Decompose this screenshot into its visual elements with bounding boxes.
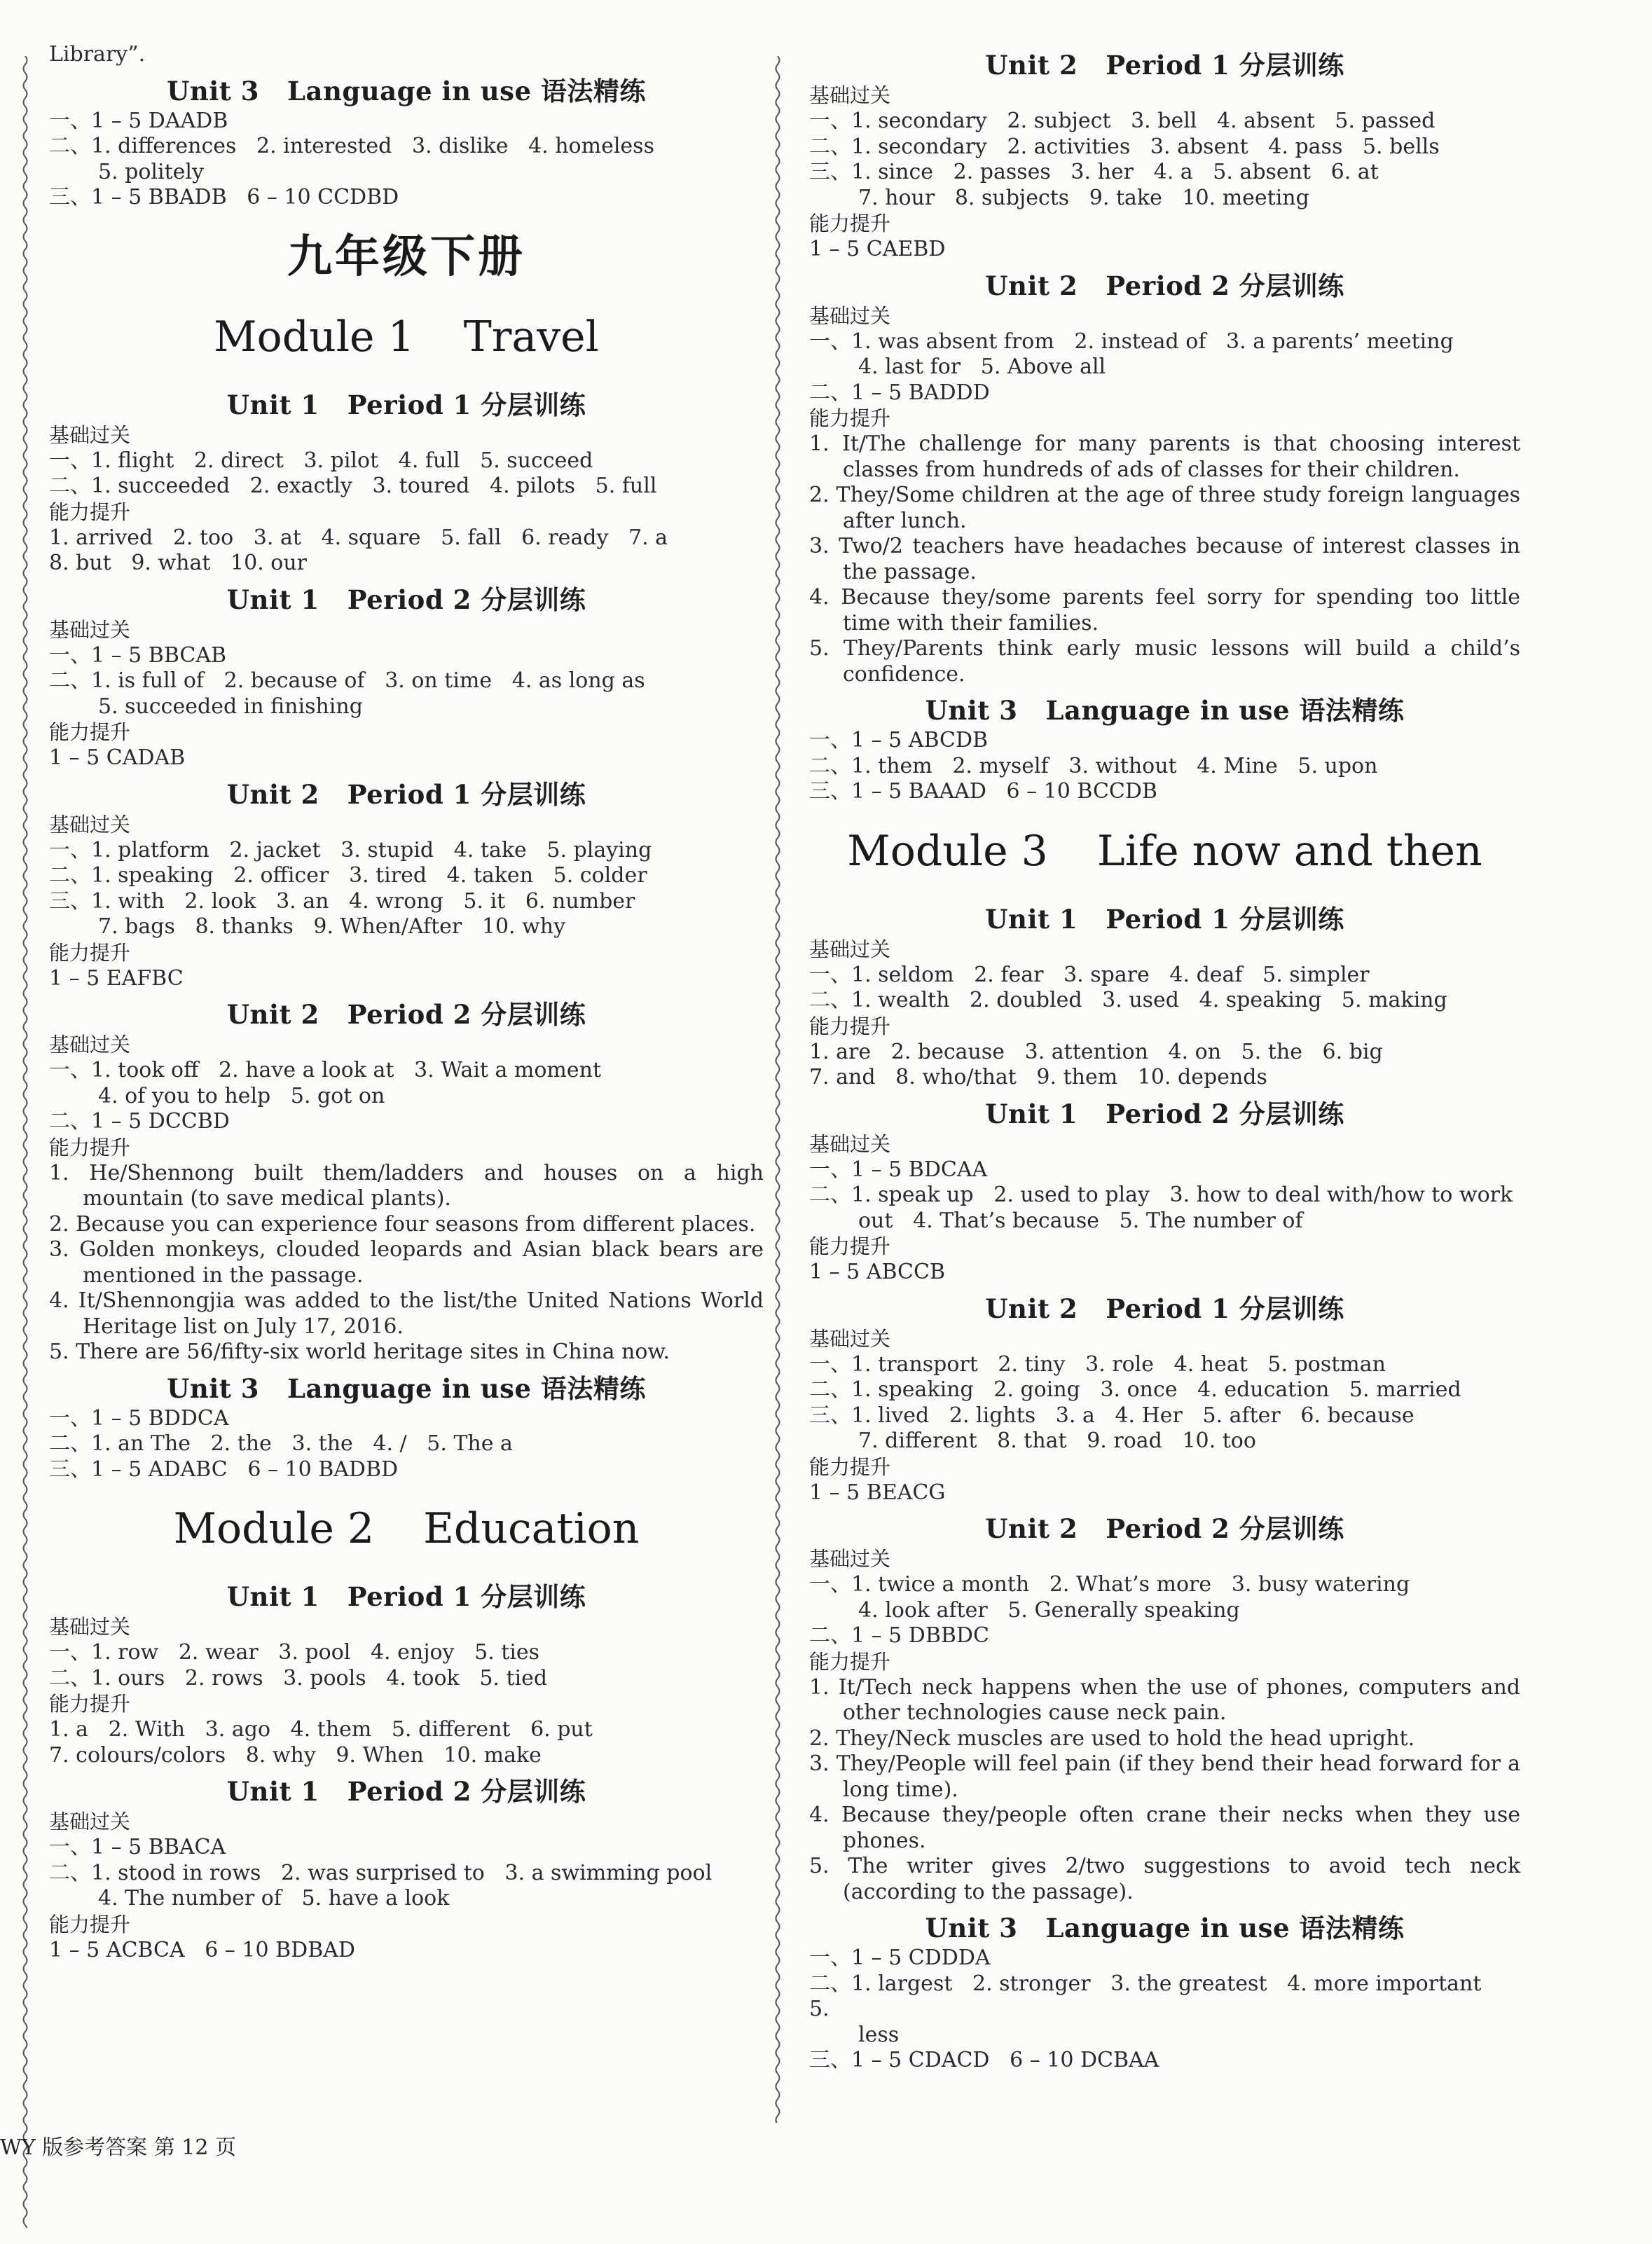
answer-line: 4. of you to help 5. got on bbox=[98, 1083, 385, 1108]
answer-line: 5. politely bbox=[98, 159, 204, 184]
section-label: 能力提升 bbox=[809, 1454, 891, 1479]
left-margin-wavy-line bbox=[21, 56, 29, 2228]
section-label: 基础过关 bbox=[809, 937, 891, 961]
section-label: 基础过关 bbox=[49, 422, 131, 447]
answer-paragraph: 4. It/Shennongjia was added to the list/the United Nations World Heritage list on July 17, 2016. bbox=[49, 1288, 764, 1339]
answer-line: 一、1 – 5 ABCDB bbox=[809, 728, 989, 752]
unit-heading-unit: Unit 3 bbox=[925, 695, 1018, 726]
answer-line: 1 – 5 ACBCA 6 – 10 BDBAD bbox=[49, 1937, 355, 1962]
answer-line: 1 – 5 EAFBC bbox=[49, 965, 184, 991]
section-label: 基础过关 bbox=[49, 1033, 131, 1056]
unit-heading-period: Language in use 语法精练 bbox=[287, 1372, 646, 1404]
answer-paragraph: 4. Because they/people often crane their necks when they use phones. bbox=[809, 1803, 1520, 1853]
unit-heading-unit: Unit 1 bbox=[226, 1776, 319, 1807]
unit-heading-period: Period 1 分层训练 bbox=[347, 778, 586, 810]
unit-heading-period: Period 1 分层训练 bbox=[1106, 1293, 1344, 1324]
unit-heading bbox=[809, 1293, 1520, 1325]
unit-heading-unit: Unit 2 bbox=[985, 1293, 1078, 1324]
answer-line: 一、1. took off 2. have a look at 3. Wait a moment bbox=[49, 1058, 602, 1082]
section-label: 能力提升 bbox=[809, 406, 891, 430]
answer-line: 二、1. wealth 2. doubled 3. used 4. speaking 5. making bbox=[809, 988, 1447, 1012]
answer-line: 三、1. since 2. passes 3. her 4. a 5. absent 6. at bbox=[809, 160, 1379, 184]
answer-line: 一、1. transport 2. tiny 3. role 4. heat 5. postman bbox=[809, 1351, 1386, 1377]
answer-line: 7. and 8. who/that 9. them 10. depends bbox=[809, 1065, 1267, 1089]
answer-line: 7. bags 8. thanks 9. When/After 10. why bbox=[98, 914, 566, 939]
unit-heading-period: Language in use 语法精练 bbox=[1045, 695, 1405, 726]
grade-heading: 九年级下册 bbox=[287, 230, 525, 283]
answer-paragraph: 5. The writer gives 2/two suggestions to avoid tech neck (according to the passage). bbox=[809, 1854, 1520, 1904]
answer-line: 4. last for 5. Above all bbox=[858, 355, 1106, 379]
answer-paragraph: 3. Two/2 teachers have headaches because of interest classes in the passage. bbox=[809, 534, 1520, 584]
answer-line: 三、1. with 2. look 3. an 4. wrong 5. it 6. number bbox=[49, 888, 635, 914]
answer-paragraph: 3. Golden monkeys, clouded leopards and Asian black bears are mentioned in the passage. bbox=[49, 1237, 764, 1288]
module-heading bbox=[809, 825, 1520, 878]
answer-line: 二、1. ours 2. rows 3. pools 4. took 5. tied bbox=[49, 1665, 548, 1691]
answer-line: 二、1. speak up 2. used to play 3. how to deal with/how to work bbox=[809, 1183, 1513, 1207]
answer-line: 二、1. succeeded 2. exactly 3. toured 4. pilots 5. full bbox=[49, 474, 657, 498]
section-label: 基础过关 bbox=[49, 617, 131, 642]
unit-heading-period: Language in use 语法精练 bbox=[287, 75, 646, 106]
answer-line: 二、1 – 5 DCCBD bbox=[49, 1109, 230, 1134]
unit-heading-unit: Unit 2 bbox=[985, 50, 1078, 81]
answer-line: out 4. That’s because 5. The number of bbox=[858, 1208, 1303, 1233]
unit-heading-period: Period 2 分层训练 bbox=[347, 999, 586, 1030]
module-heading-number: Module 1 bbox=[214, 312, 415, 362]
answer-line: 5. succeeded in finishing bbox=[98, 694, 363, 719]
answer-line: 1 – 5 BEACG bbox=[809, 1480, 946, 1505]
answer-line: 三、1 – 5 CDACD 6 – 10 DCBAA bbox=[809, 2048, 1159, 2072]
unit-heading bbox=[49, 584, 764, 616]
unit-heading-period: Period 2 分层训练 bbox=[347, 1776, 586, 1807]
section-label: 基础过关 bbox=[49, 1810, 131, 1833]
section-label: 能力提升 bbox=[49, 720, 131, 744]
answer-line: 一、1. was absent from 2. instead of 3. a parents’ meeting bbox=[809, 329, 1454, 354]
unit-heading bbox=[809, 1912, 1520, 1944]
unit-heading bbox=[809, 270, 1520, 302]
answer-line: 一、1 – 5 DAADB bbox=[49, 108, 228, 133]
unit-heading-unit: Unit 1 bbox=[985, 1098, 1078, 1129]
answer-line: 二、1. speaking 2. officer 3. tired 4. taken 5. colder bbox=[49, 863, 647, 888]
answer-line: Library”. bbox=[49, 42, 146, 67]
section-label: 能力提升 bbox=[809, 212, 891, 235]
unit-heading-unit: Unit 3 bbox=[925, 1913, 1018, 1943]
unit-heading-unit: Unit 1 bbox=[985, 903, 1078, 935]
answer-line: 一、1 – 5 BBACA bbox=[49, 1835, 226, 1859]
section-label: 能力提升 bbox=[49, 940, 131, 965]
unit-heading-unit: Unit 2 bbox=[226, 999, 319, 1030]
unit-heading bbox=[49, 389, 764, 421]
answer-line: 一、1 – 5 BDCAA bbox=[809, 1157, 988, 1182]
answer-line: 1 – 5 ABCCB bbox=[809, 1260, 946, 1284]
answer-paragraph: 3. They/People will feel pain (if they bend their head forward for a long time). bbox=[809, 1751, 1520, 1802]
unit-heading-unit: Unit 1 bbox=[226, 1581, 319, 1612]
answer-paragraph: 2. Because you can experience four seasons from different places. bbox=[49, 1211, 756, 1237]
answer-line: 二、1 – 5 DBBDC bbox=[809, 1623, 989, 1648]
module-heading-title: Travel bbox=[463, 312, 599, 362]
answer-line: 7. different 8. that 9. road 10. too bbox=[858, 1429, 1256, 1453]
unit-heading-period: Period 1 分层训练 bbox=[1106, 903, 1344, 935]
unit-heading-period: Period 1 分层训练 bbox=[347, 389, 586, 420]
answer-line: 1. are 2. because 3. attention 4. on 5. the 6. big bbox=[809, 1039, 1383, 1064]
answer-line: 一、1 – 5 BDDCA bbox=[49, 1405, 229, 1431]
module-heading-title: Life now and then bbox=[1096, 826, 1482, 876]
answer-line: 8. but 9. what 10. our bbox=[49, 551, 308, 575]
unit-heading-unit: Unit 1 bbox=[226, 389, 319, 420]
module-heading-title: Education bbox=[423, 1504, 640, 1553]
answer-line: 二、1. is full of 2. because of 3. on time 4. as long as bbox=[49, 668, 645, 693]
section-label: 能力提升 bbox=[809, 1649, 891, 1674]
answer-paragraph: 2. They/Neck muscles are used to hold the head upright. bbox=[809, 1726, 1415, 1751]
answer-line: 三、1 – 5 ADABC 6 – 10 BADBD bbox=[49, 1457, 399, 1482]
answer-line: 三、1 – 5 BAAAD 6 – 10 BCCDB bbox=[809, 779, 1157, 804]
answer-paragraph: 4. Because they/some parents feel sorry for spending too little time with their families. bbox=[809, 585, 1520, 635]
answer-line: 二、1. them 2. myself 3. without 4. Mine 5. upon bbox=[809, 753, 1378, 778]
unit-heading bbox=[809, 1098, 1520, 1130]
answer-line: 1 – 5 CAEBD bbox=[809, 237, 946, 261]
answer-line: 1. arrived 2. too 3. at 4. square 5. fall 6. ready 7. a bbox=[49, 525, 668, 550]
section-label: 基础过关 bbox=[49, 812, 131, 837]
section-label: 基础过关 bbox=[809, 1131, 891, 1156]
unit-heading bbox=[809, 694, 1520, 727]
module-heading bbox=[49, 310, 764, 364]
unit-heading bbox=[809, 49, 1520, 81]
unit-heading-unit: Unit 2 bbox=[985, 270, 1078, 301]
unit-heading-unit: Unit 3 bbox=[167, 1372, 260, 1404]
answer-line: 二、1 – 5 BADDD bbox=[809, 380, 990, 405]
answer-paragraph: 1. He/Shennong built them/ladders and houses on a high mountain (to save medical plants). bbox=[49, 1160, 764, 1211]
section-label: 基础过关 bbox=[49, 1615, 131, 1639]
answer-line: 7. colours/colors 8. why 9. When 10. make bbox=[49, 1742, 542, 1768]
answer-paragraph: 2. They/Some children at the age of three study foreign languages after lunch. bbox=[809, 483, 1520, 533]
answer-line: 一、1. row 2. wear 3. pool 4. enjoy 5. ties bbox=[49, 1640, 540, 1665]
answer-line: 7. hour 8. subjects 9. take 10. meeting bbox=[858, 185, 1309, 210]
section-label: 基础过关 bbox=[809, 1326, 891, 1351]
unit-heading-period: Language in use 语法精练 bbox=[1045, 1913, 1405, 1943]
section-label: 基础过关 bbox=[809, 303, 891, 328]
answer-line: 一、1. flight 2. direct 3. pilot 4. full 5. succeed bbox=[49, 448, 593, 473]
unit-heading bbox=[49, 1372, 764, 1405]
answer-line: 二、1. secondary 2. activities 3. absent 4. pass 5. bells bbox=[809, 134, 1440, 159]
section-label: 基础过关 bbox=[809, 1547, 891, 1571]
unit-heading-unit: Unit 2 bbox=[985, 1513, 1078, 1544]
answer-paragraph: 1. It/Tech neck happens when the use of phones, computers and other technologies cause neck pain. bbox=[809, 1674, 1520, 1725]
module-heading-number: Module 3 bbox=[847, 826, 1048, 876]
answer-line: 一、1 – 5 BBCAB bbox=[49, 642, 227, 668]
unit-heading-period: Period 1 分层训练 bbox=[1106, 50, 1344, 81]
section-label: 能力提升 bbox=[49, 1912, 131, 1936]
page-footer: WY 版参考答案 第 12 页 bbox=[0, 2135, 236, 2160]
answer-line: 三、1. lived 2. lights 3. a 4. Her 5. after 6. because bbox=[809, 1403, 1414, 1428]
answer-line: 二、1. stood in rows 2. was surprised to 3. a swimming pool bbox=[49, 1860, 713, 1885]
unit-heading bbox=[809, 1513, 1520, 1545]
unit-heading bbox=[49, 75, 764, 107]
answer-line: 二、1. an The 2. the 3. the 4. / 5. The a bbox=[49, 1431, 513, 1456]
module-heading-number: Module 2 bbox=[173, 1504, 375, 1553]
right-column bbox=[809, 42, 1520, 2074]
answer-paragraph: 5. They/Parents think early music lessons will build a child’s confidence. bbox=[809, 636, 1520, 687]
section-label: 能力提升 bbox=[49, 1135, 131, 1159]
unit-heading bbox=[49, 778, 764, 811]
answer-line: 一、1. platform 2. jacket 3. stupid 4. take 5. playing bbox=[49, 837, 652, 862]
unit-heading bbox=[49, 1775, 764, 1808]
unit-heading-unit: Unit 2 bbox=[226, 778, 319, 810]
answer-line: 1 – 5 CADAB bbox=[49, 745, 186, 770]
answer-line: less bbox=[858, 2022, 900, 2047]
answer-line: 4. look after 5. Generally speaking bbox=[858, 1597, 1240, 1623]
answer-line: 二、1. largest 2. stronger 3. the greatest 4. more important 5. bbox=[809, 1971, 1501, 2021]
answer-line: 一、1. twice a month 2. What’s more 3. busy watering bbox=[809, 1572, 1410, 1597]
unit-heading-period: Period 2 分层训练 bbox=[1106, 1513, 1344, 1544]
unit-heading-unit: Unit 1 bbox=[226, 584, 319, 615]
answer-line: 一、1 – 5 CDDDA bbox=[809, 1946, 991, 1970]
section-label: 能力提升 bbox=[809, 1234, 891, 1258]
unit-heading-period: Period 2 分层训练 bbox=[347, 584, 586, 615]
left-column bbox=[49, 42, 764, 1963]
answer-line: 1. a 2. With 3. ago 4. them 5. different 6. put bbox=[49, 1717, 593, 1742]
unit-heading-period: Period 2 分层训练 bbox=[1106, 270, 1344, 301]
section-label: 基础过关 bbox=[809, 83, 891, 107]
module-heading bbox=[49, 1502, 764, 1555]
section-label: 能力提升 bbox=[809, 1014, 891, 1038]
section-label: 能力提升 bbox=[49, 500, 131, 524]
center-wavy-divider bbox=[773, 56, 782, 2123]
unit-heading bbox=[809, 903, 1520, 935]
section-label: 能力提升 bbox=[49, 1692, 131, 1716]
answer-paragraph: 1. It/The challenge for many parents is that choosing interest classes from hundreds of ads of classes for their children. bbox=[809, 432, 1520, 482]
answer-line: 二、1. differences 2. interested 3. dislike 4. homeless bbox=[49, 134, 654, 158]
unit-heading-period: Period 1 分层训练 bbox=[347, 1581, 586, 1612]
answer-line: 一、1. seldom 2. fear 3. spare 4. deaf 5. simpler bbox=[809, 962, 1370, 987]
unit-heading bbox=[49, 1581, 764, 1613]
unit-heading-unit: Unit 3 bbox=[167, 75, 260, 106]
answer-line: 二、1. speaking 2. going 3. once 4. education 5. married bbox=[809, 1377, 1461, 1402]
answer-line: 4. The number of 5. have a look bbox=[98, 1886, 450, 1911]
answer-paragraph: 5. There are 56/fifty-six world heritage sites in China now. bbox=[49, 1340, 670, 1364]
answer-line: 一、1. secondary 2. subject 3. bell 4. absent 5. passed bbox=[809, 109, 1436, 133]
unit-heading-period: Period 2 分层训练 bbox=[1106, 1098, 1344, 1129]
unit-heading bbox=[49, 998, 764, 1031]
answer-line: 三、1 – 5 BBADB 6 – 10 CCDBD bbox=[49, 185, 399, 209]
